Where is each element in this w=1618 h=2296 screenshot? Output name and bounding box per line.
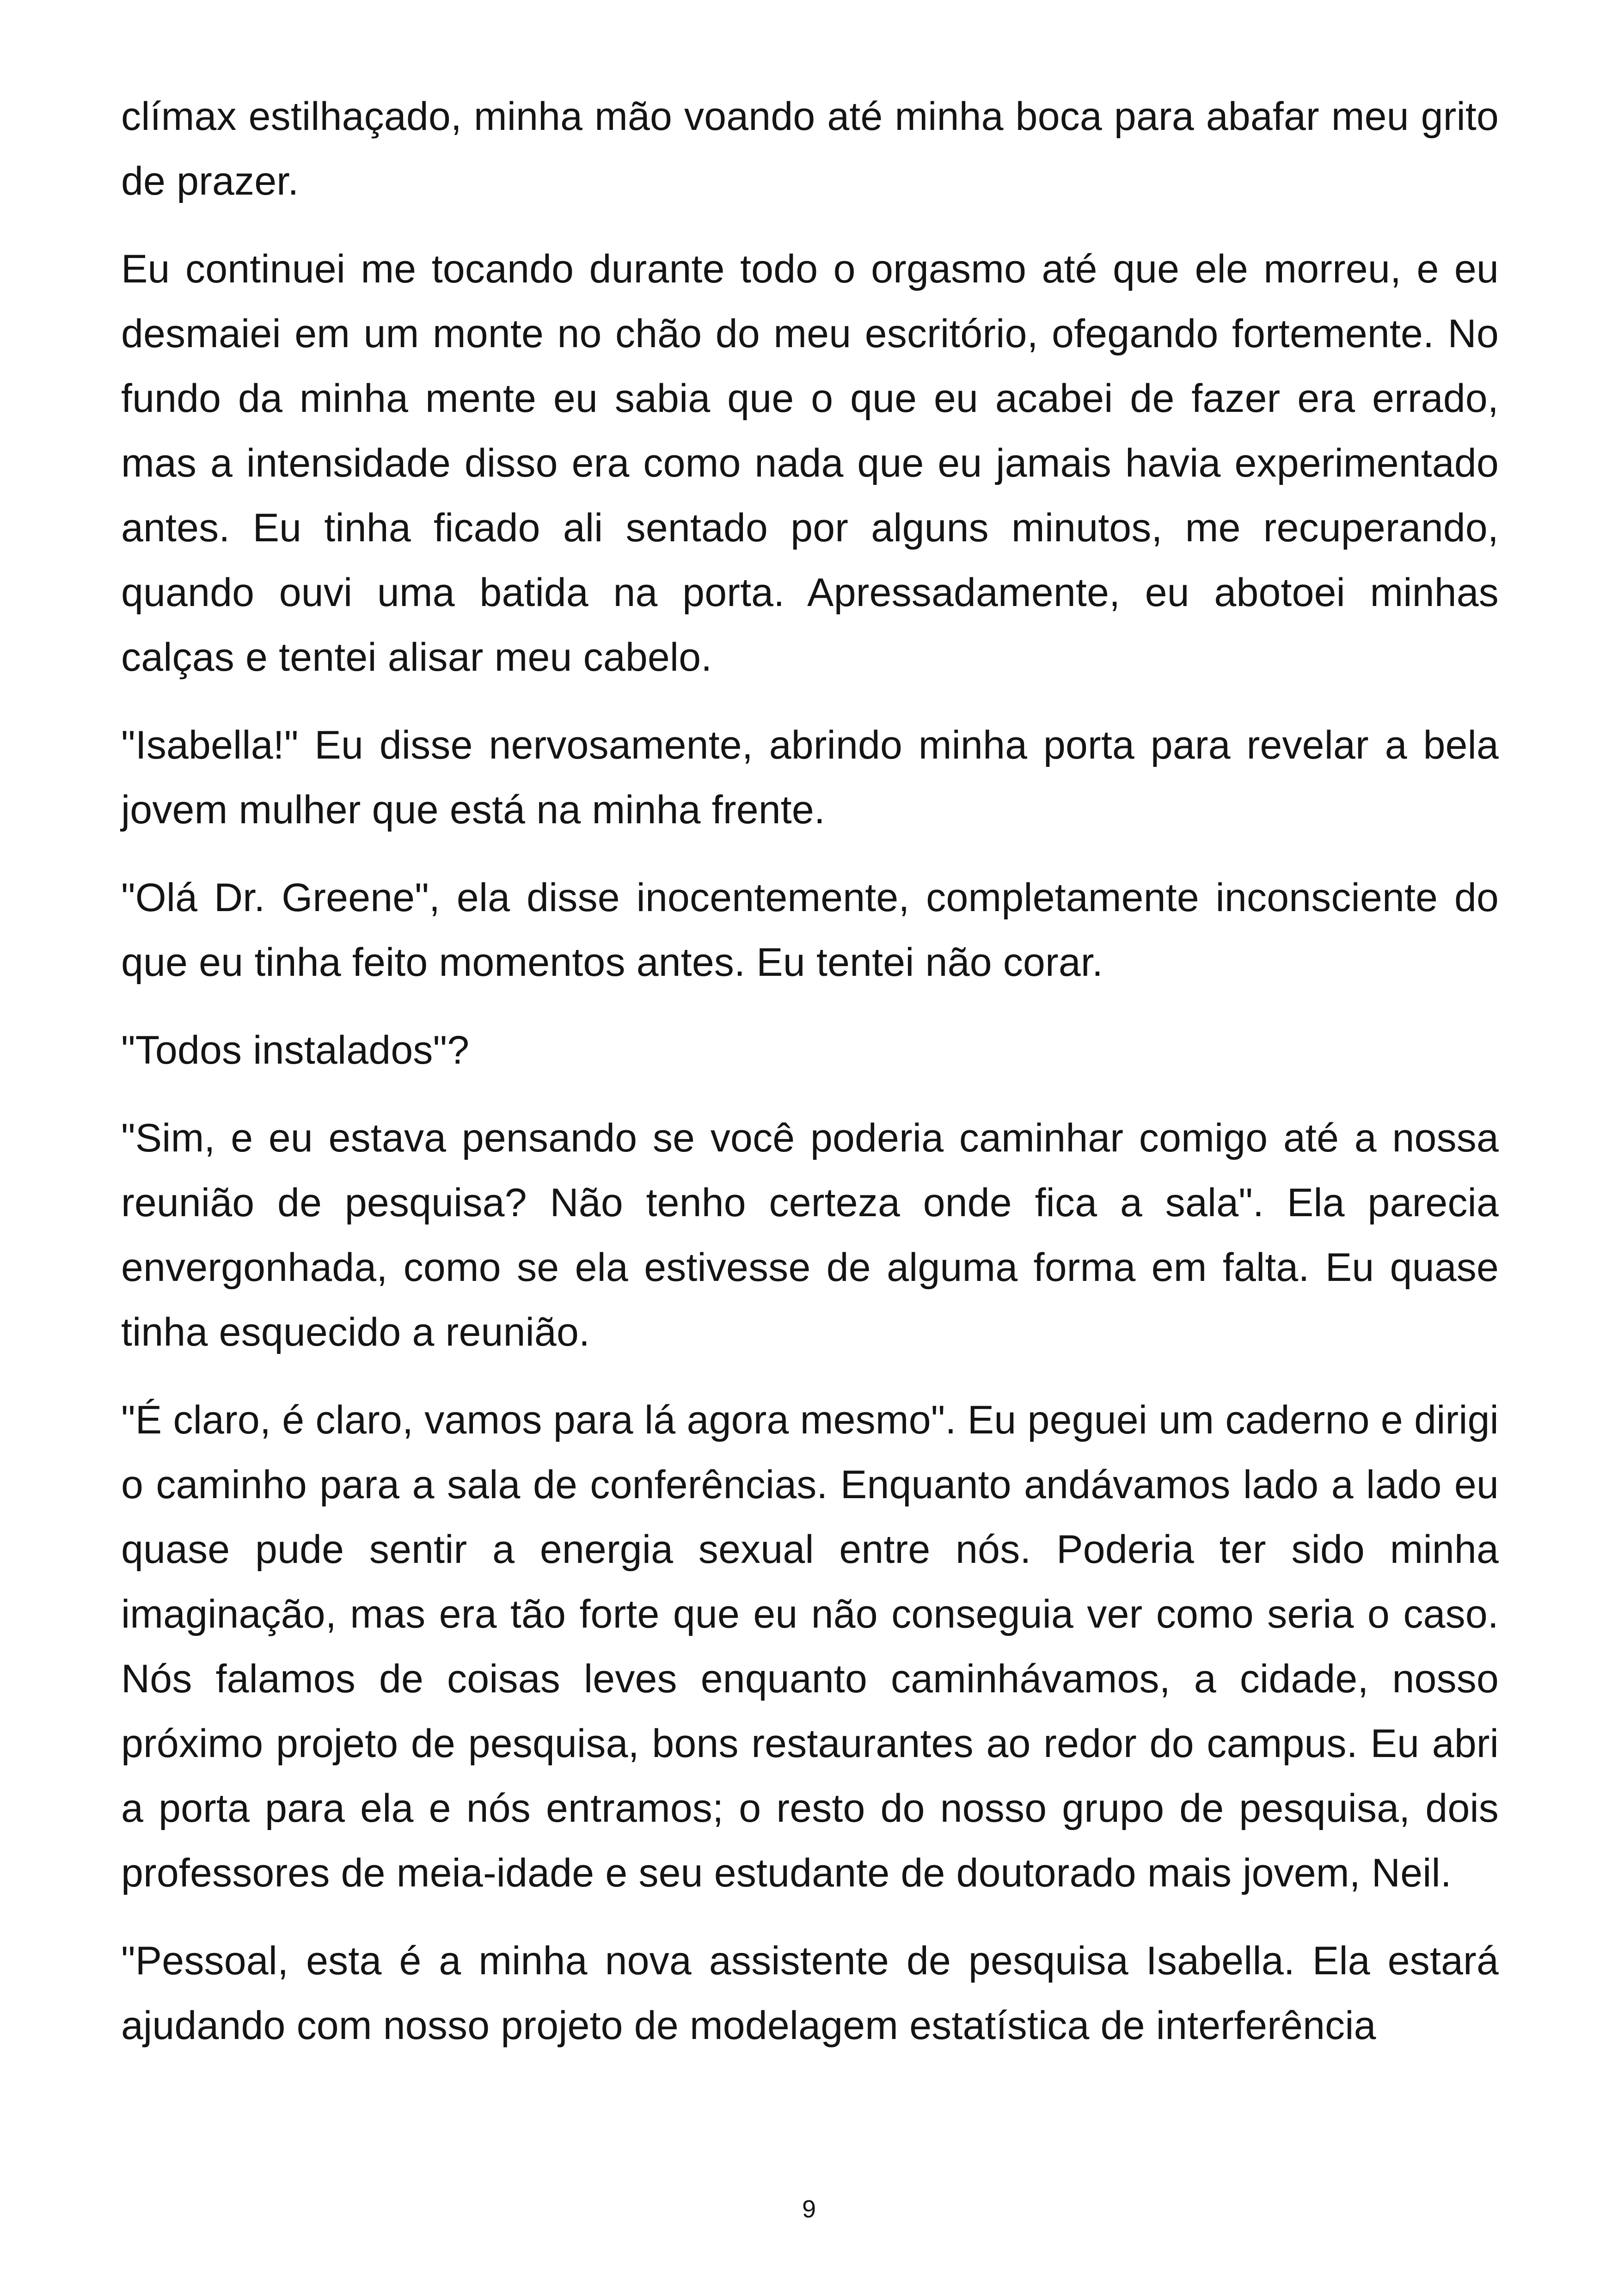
- page-body-text: [121, 84, 1499, 2081]
- paragraph: "Isabella!" Eu disse nervosamente, abrindo minha porta para revelar a bela jovem mulher que está na minha frente.: [121, 723, 1499, 832]
- paragraph: "Pessoal, esta é a minha nova assistente de pesquisa Isabella. Ela estará ajudando com nosso projeto de modelagem estatística de interferência: [121, 1939, 1499, 2048]
- paragraph: clímax estilhaçado, minha mão voando até minha boca para abafar meu grito de prazer.: [121, 94, 1499, 203]
- paragraph: "Sim, e eu estava pensando se você poderia caminhar comigo até a nossa reunião de pesquisa? Não tenho certeza onde fica a sala". Ela parecia envergonhada, como se ela estivesse de alguma forma em falta. Eu quase tinha esquecido a reunião.: [121, 1116, 1499, 1354]
- paragraph: Eu continuei me tocando durante todo o orgasmo até que ele morreu, e eu desmaiei em um monte no chão do meu escritório, ofegando fortemente. No fundo da minha mente eu sabia que o que eu acabei de fazer era errado, mas a intensidade disso era como nada que eu jamais havia experimentado antes. Eu tinha ficado ali sentado por alguns minutos, me recuperando, quando ouvi uma batida na porta. Apressadamente, eu abotoei minhas calças e tentei alisar meu cabelo.: [121, 247, 1499, 680]
- paragraph: "É claro, é claro, vamos para lá agora mesmo". Eu peguei um caderno e dirigi o caminho para a sala de conferências. Enquanto andávamos lado a lado eu quase pude sentir a energia sexual entre nós. Poderia ter sido minha imaginação, mas era tão forte que eu não conseguia ver como seria o caso. Nós falamos de coisas leves enquanto caminhávamos, a cidade, nosso próximo projeto de pesquisa, bons restaurantes ao redor do campus. Eu abri a porta para ela e nós entramos; o resto do nosso grupo de pesquisa, dois professores de meia-idade e seu estudante de doutorado mais jovem, Neil.: [121, 1398, 1499, 1895]
- paragraph: "Olá Dr. Greene", ela disse inocentemente, completamente inconsciente do que eu tinha feito momentos antes. Eu tentei não corar.: [121, 876, 1499, 985]
- page-number: 9: [802, 2195, 816, 2223]
- paragraph: "Todos instalados"?: [121, 1028, 470, 1072]
